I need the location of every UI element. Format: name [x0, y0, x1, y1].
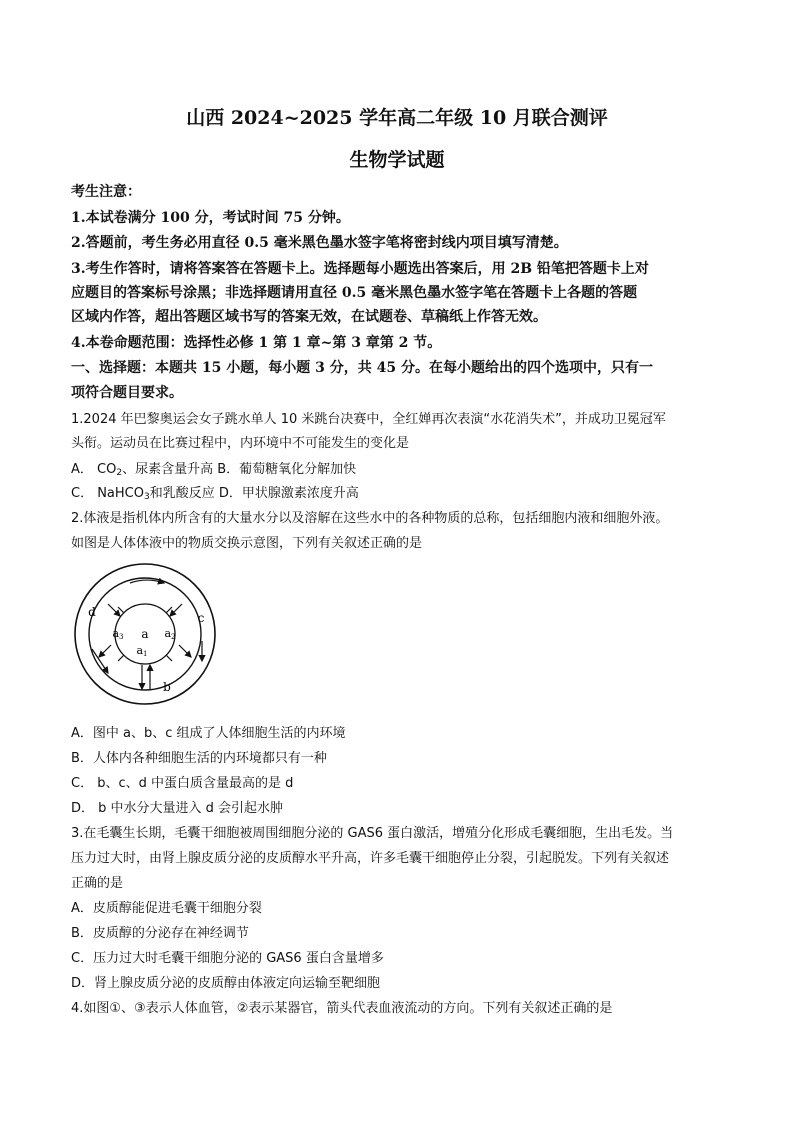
- notice-heading: 考生注意：: [71, 184, 141, 200]
- q1-options-cd: C． NaHCO$_3$和乳酸反应 D．甲状腺激素浓度升高: [71, 486, 359, 502]
- notice-item-2: 2.答题前，考生务必用直径 0.5 毫米黑色墨水签字笔将密封线内项目填写清楚。: [71, 235, 568, 251]
- flow-arrow: [170, 604, 182, 616]
- notice-item-3-cont2: 区域内作答，超出答题区域书写的答案无效，在试题卷、草稿纸上作答无效。: [71, 309, 547, 325]
- label-d: d: [88, 605, 96, 619]
- q2-option-d: D． b 中水分大量进入 d 会引起水肿: [71, 801, 284, 816]
- label-a3: a3: [112, 627, 124, 641]
- body-fluid-exchange-diagram: [72, 561, 218, 707]
- flow-arrow: [130, 580, 164, 583]
- q3-option-b: B．皮质醇的分泌存在神经调节: [71, 926, 249, 941]
- label-a1: a1: [136, 644, 148, 658]
- flow-arrow: [108, 604, 120, 616]
- flow-arrow: [99, 645, 111, 657]
- q3-option-d: D．肾上腺皮质分泌的皮质醇由体液定向运输至靶细胞: [71, 976, 381, 991]
- q2-stem: 2.体液是指机体内所含有的大量水分以及溶解在这些水中的各种物质的总称，包括细胞内液和细胞外液。: [71, 511, 669, 526]
- divider-line: [166, 655, 172, 661]
- q1-stem-cont: 头衔。运动员在比赛过程中，内环境中不可能发生的变化是: [71, 436, 410, 451]
- notice-item-3-cont: 应题目的答案标号涂黑；非选择题请用直径 0.5 毫米黑色墨水签字笔在答题卡上各题的答题: [71, 285, 638, 301]
- flow-arrow: [179, 645, 191, 657]
- label-c: c: [197, 611, 205, 625]
- q3-stem: 3.在毛囊生长期，毛囊干细胞被周围细胞分泌的 GAS6 蛋白激活，增殖分化形成毛囊细胞，生出毛发。当: [71, 826, 674, 841]
- label-a: a: [141, 627, 149, 641]
- q3-option-c: C．压力过大时毛囊干细胞分泌的 GAS6 蛋白含量增多: [71, 951, 384, 966]
- divider-line: [118, 655, 124, 661]
- exam-title: 山西 2024~2025 学年高二年级 10 月联合测评: [186, 107, 608, 129]
- exam-subject: 生物学试题: [349, 149, 445, 171]
- label-b: b: [163, 680, 171, 694]
- q2-option-a: A．图中 a、b、c 组成了人体细胞生活的内环境: [71, 726, 346, 741]
- notice-item-4: 4.本卷命题范围：选择性必修 1 第 1 章~第 3 章第 2 节。: [71, 335, 442, 351]
- q2-option-b: B．人体内各种细胞生活的内环境都只有一种: [71, 751, 327, 766]
- q2-stem-cont: 如图是人体体液中的物质交换示意图，下列有关叙述正确的是: [71, 536, 423, 551]
- q2-option-c: C． b、c、d 中蛋白质含量最高的是 d: [71, 776, 294, 791]
- q1-stem: 1.2024 年巴黎奥运会女子跳水单人 10 米跳台决赛中，全红婵再次表演“水花消失术”，并成功卫冕冠军: [71, 412, 666, 427]
- q1-options-ab: A． $CO_2$、尿素含量升高 B．葡萄糖氧化分解加快: [71, 462, 357, 478]
- notice-item-1: 1.本试卷满分 100 分，考试时间 75 分钟。: [71, 210, 350, 226]
- q3-option-a: A．皮质醇能促进毛囊干细胞分裂: [71, 901, 262, 916]
- notice-item-3: 3.考生作答时，请将答案答在答题卡上。选择题每小题选出答案后，用 2B 铅笔把答题卡上对: [71, 261, 649, 277]
- q3-stem-cont: 压力过大时，由肾上腺皮质分泌的皮质醇水平升高，许多毛囊干细胞停止分裂，引起脱发。下列有关叙述: [71, 851, 670, 866]
- q4-stem: 4.如图①、③表示人体血管，②表示某器官，箭头代表血液流动的方向。下列有关叙述正确的是: [71, 1001, 613, 1016]
- section-heading-cont: 项符合题目要求。: [71, 385, 183, 401]
- q3-stem-cont2: 正确的是: [71, 876, 124, 891]
- flow-arrow: [92, 649, 108, 673]
- label-a2: a2: [164, 627, 176, 641]
- divider-line: [166, 607, 172, 613]
- divider-line: [118, 607, 124, 613]
- section-heading: 一、选择题：本题共 15 小题，每小题 3 分，共 45 分。在每小题给出的四个选项中，只有一: [71, 360, 653, 376]
